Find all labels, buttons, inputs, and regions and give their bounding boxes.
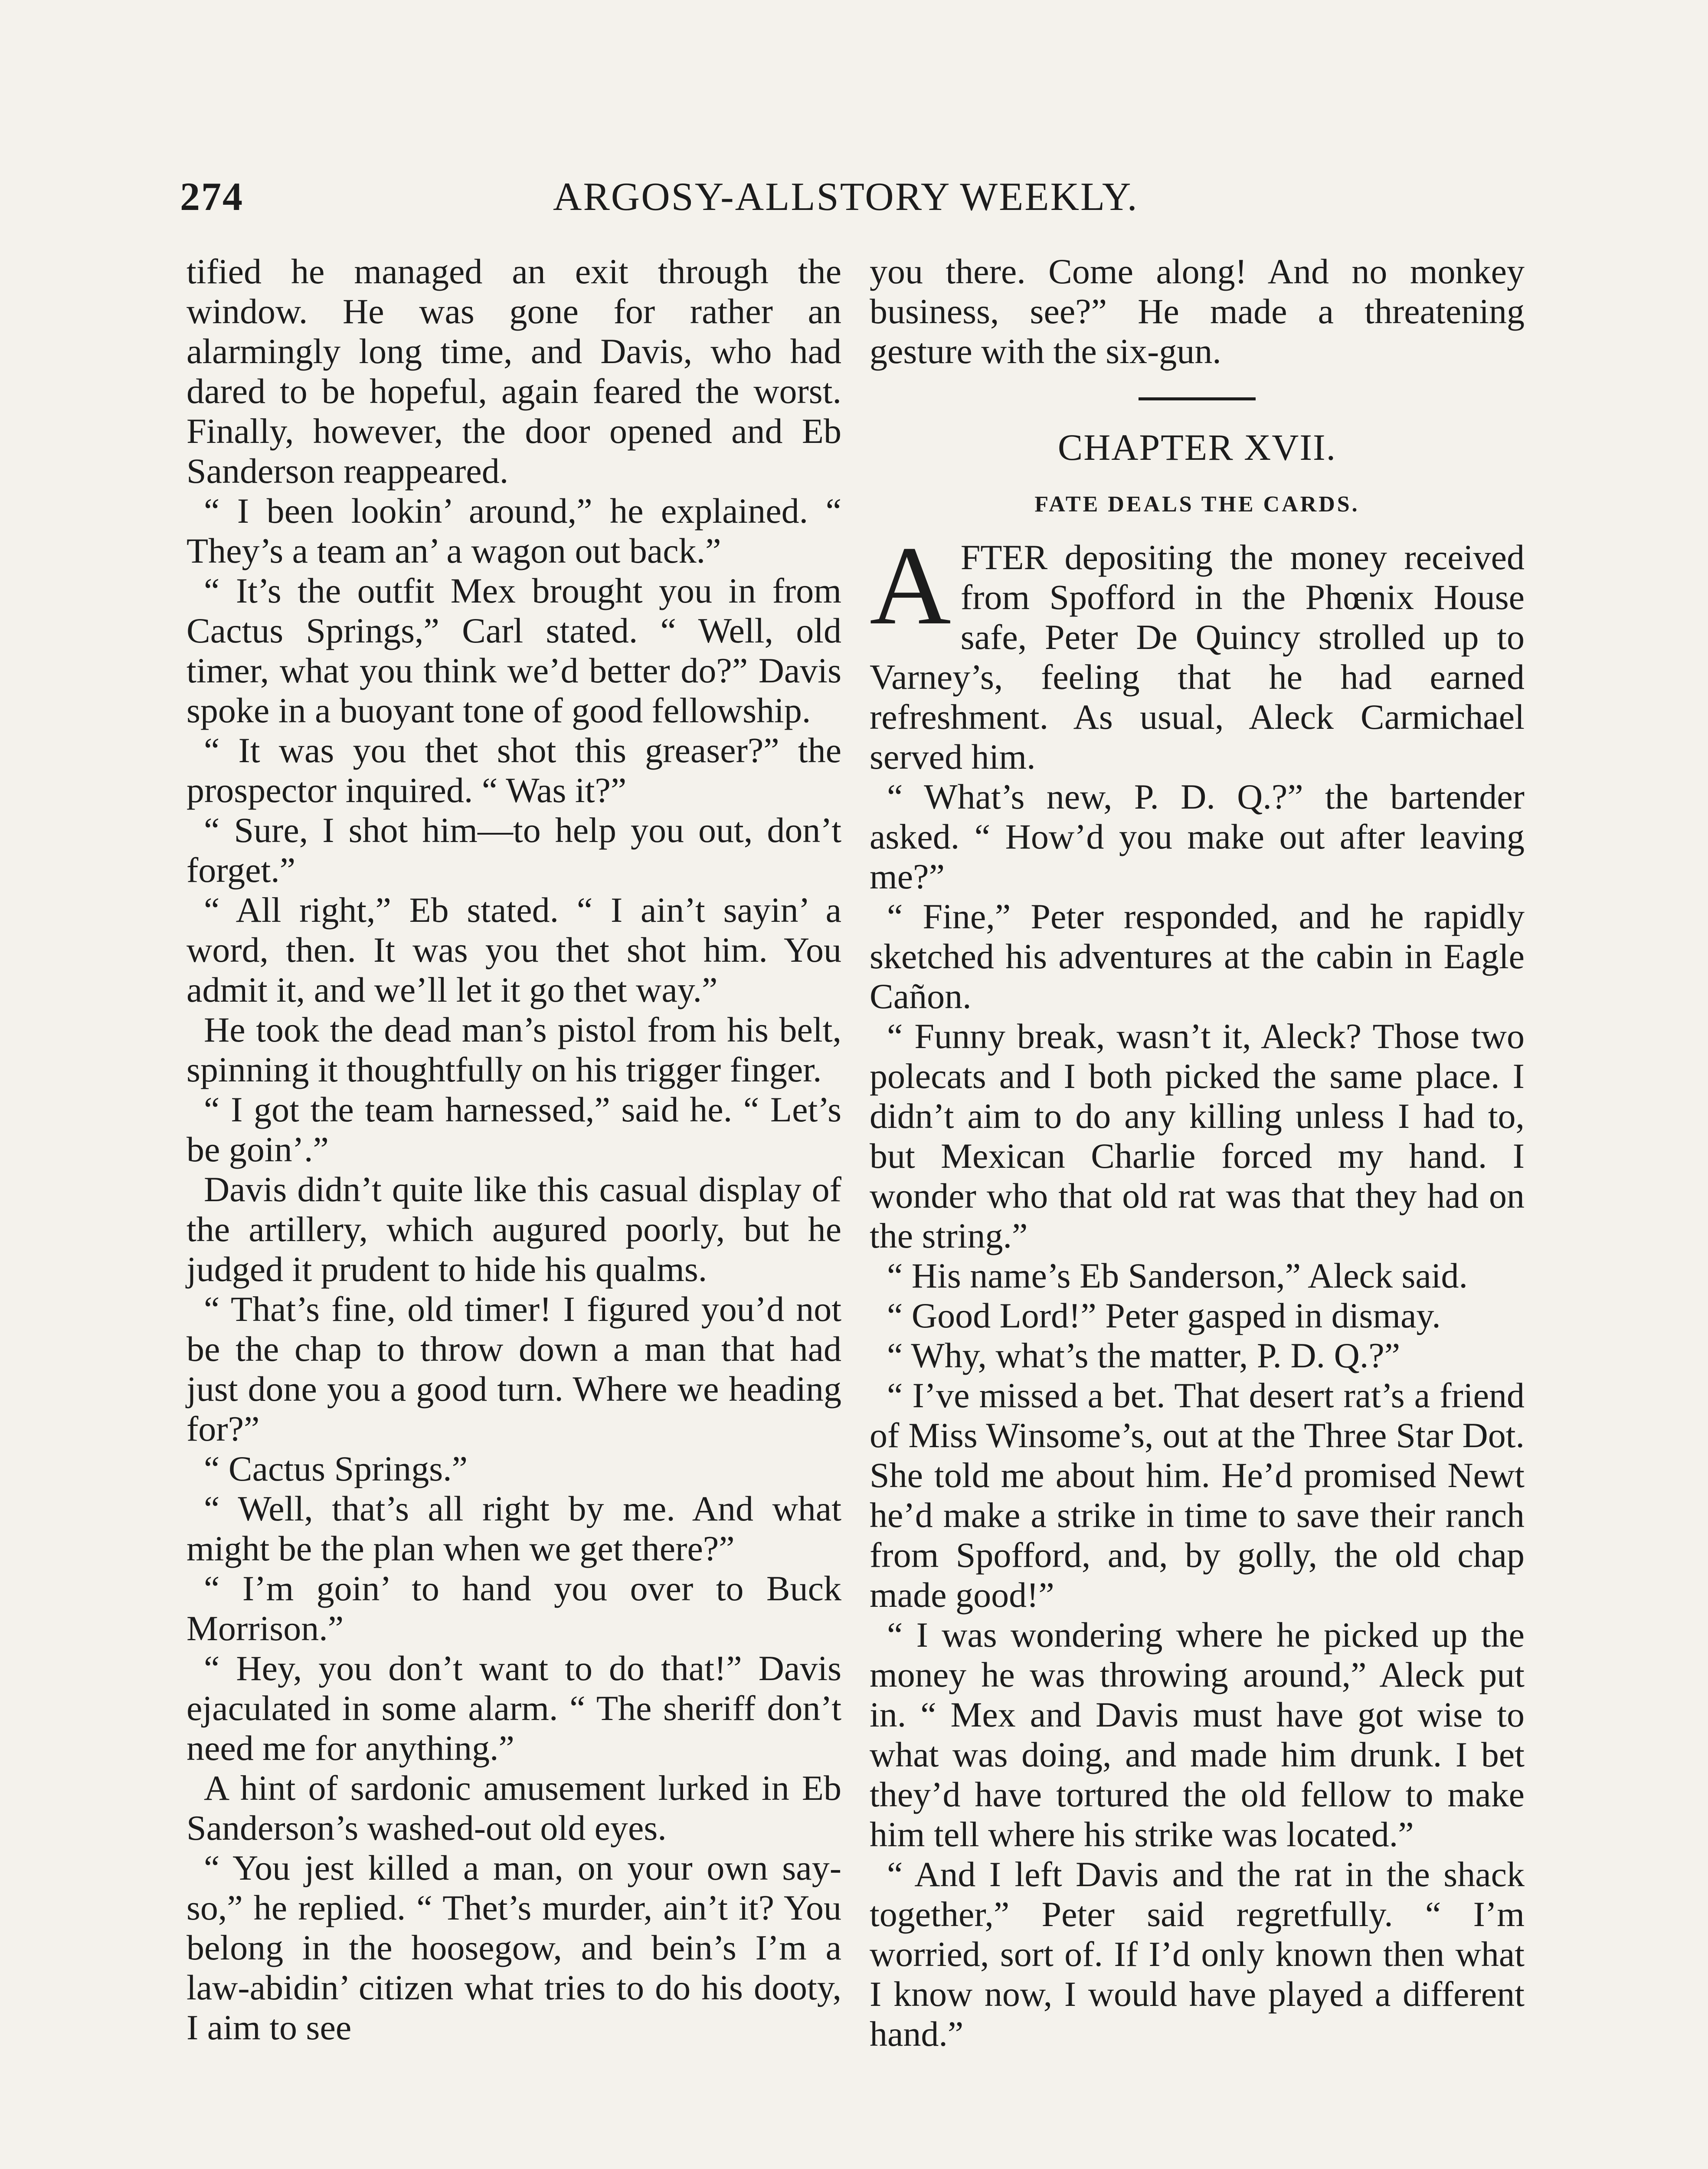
section-divider [1139, 397, 1256, 400]
paragraph: “ Why, what’s the matter, P. D. Q.?” [887, 1336, 1400, 1375]
paragraph: “ Sure, I shot him—to help you out, don’t forget.” [187, 810, 841, 890]
paragraph: “ Fine,” Peter responded, and he rapidly sketched his adventures at the cabin in Eagle Cañon. [870, 897, 1525, 1016]
drop-cap: A [870, 523, 951, 648]
paragraph: “ What’s new, P. D. Q.?” the bartender asked. “ How’d you make out after leaving me?” [870, 777, 1525, 896]
paragraph: “ Well, that’s all right by me. And what might be the plan when we get there?” [187, 1489, 841, 1568]
paragraph: “ It was you thet shot this greaser?” the prospector inquired. “ Was it?” [187, 731, 841, 810]
paragraph: “ I’m goin’ to hand you over to Buck Morrison.” [187, 1569, 841, 1648]
page-header [180, 174, 1518, 221]
left-column [187, 252, 841, 2048]
paragraph: tified he managed an exit through the window. He was gone for rather an alarmingly long time, and Davis, who had dared to be hopeful, again feared the worst. Finally, however, the door opened and Eb Sanderson reappeared. [187, 252, 841, 491]
paragraph: “ And I left Davis and the rat in the shack together,” Peter said regretfully. “ I’m worried, sort of. If I’d only known then what I know now, I would have played a different hand.” [870, 1854, 1525, 2054]
paragraph: “ I’ve missed a bet. That desert rat’s a friend of Miss Winsome’s, out at the Three Star Dot. She told me about him. He’d promised Newt he’d make a strike in time to save their ranch from Spofford, and, by golly, the old chap made good!” [870, 1376, 1525, 1615]
paragraph: “ Funny break, wasn’t it, Aleck? Those two polecats and I both picked the same place. I didn’t aim to do any killing unless I had to, but Mexican Charlie forced my hand. I wonder who that old rat was that they had on the string.” [870, 1016, 1525, 1255]
right-column [870, 252, 1525, 2054]
page-number: 274 [180, 174, 244, 219]
paragraph: A hint of sardonic amusement lurked in Eb Sanderson’s washed-out old eyes. [187, 1768, 841, 1848]
paragraph: “ I got the team harnessed,” said he. “ Let’s be goin’.” [187, 1090, 841, 1169]
paragraph: “ I was wondering where he picked up the money he was throwing around,” Aleck put in. “ Mex and Davis must have got wise to what was doing, and made him drunk. I bet they’d have tortured the old fellow to make him tell where his strike was located.” [870, 1615, 1525, 1854]
chapter-first-paragraph [870, 523, 1525, 777]
paragraph: you there. Come along! And no monkey business, see?” He made a threatening gesture with the six-gun. [870, 252, 1525, 371]
paragraph: “ It’s the outfit Mex brought you in from Cactus Springs,” Carl stated. “ Well, old timer, what you think we’d better do?” Davis spoke in a buoyant tone of good fellowship. [187, 571, 841, 730]
paragraph: “ All right,” Eb stated. “ I ain’t sayin’ a word, then. It was you thet shot him. You admit it, and we’ll let it go thet way.” [187, 890, 841, 1009]
paragraph: Davis didn’t quite like this casual display of the artillery, which augured poorly, but he judged it prudent to hide his qualms. [187, 1170, 841, 1289]
paragraph: “ Good Lord!” Peter gasped in dismay. [887, 1296, 1441, 1335]
paragraph: “ That’s fine, old timer! I figured you’d not be the chap to throw down a man that had just done you a good turn. Where we heading for?” [187, 1289, 841, 1448]
paragraph: “ His name’s Eb Sanderson,” Aleck said. [887, 1256, 1468, 1295]
paragraph: “ Cactus Springs.” [204, 1449, 468, 1488]
chapter-subtitle: FATE DEALS THE CARDS. [1034, 492, 1360, 517]
paragraph: “ I been lookin’ around,” he explained. “ They’s a team an’ a wagon out back.” [187, 491, 841, 570]
paragraph: He took the dead man’s pistol from his belt, spinning it thoughtfully on his trigger finger. [187, 1010, 841, 1089]
first-paragraph-text: FTER depositing the money received from Spofford in the Phœnix House safe, Peter De Quincy strolled up to Varney’s, feeling that he had earned refreshment. As usual, Aleck Carmichael served him. [870, 537, 1525, 777]
running-head: ARGOSY-ALLSTORY WEEKLY. [553, 174, 1139, 219]
paragraph: “ Hey, you don’t want to do that!” Davis ejaculated in some alarm. “ The sheriff don’t need me for anything.” [187, 1648, 841, 1768]
chapter-title: CHAPTER XVII. [1057, 426, 1337, 468]
paragraph: “ You jest killed a man, on your own say-so,” he replied. “ Thet’s murder, ain’t it? You belong in the hoosegow, and bein’s I’m a law-abidin’ citizen what tries to do his dooty, I aim to see [187, 1848, 841, 2047]
